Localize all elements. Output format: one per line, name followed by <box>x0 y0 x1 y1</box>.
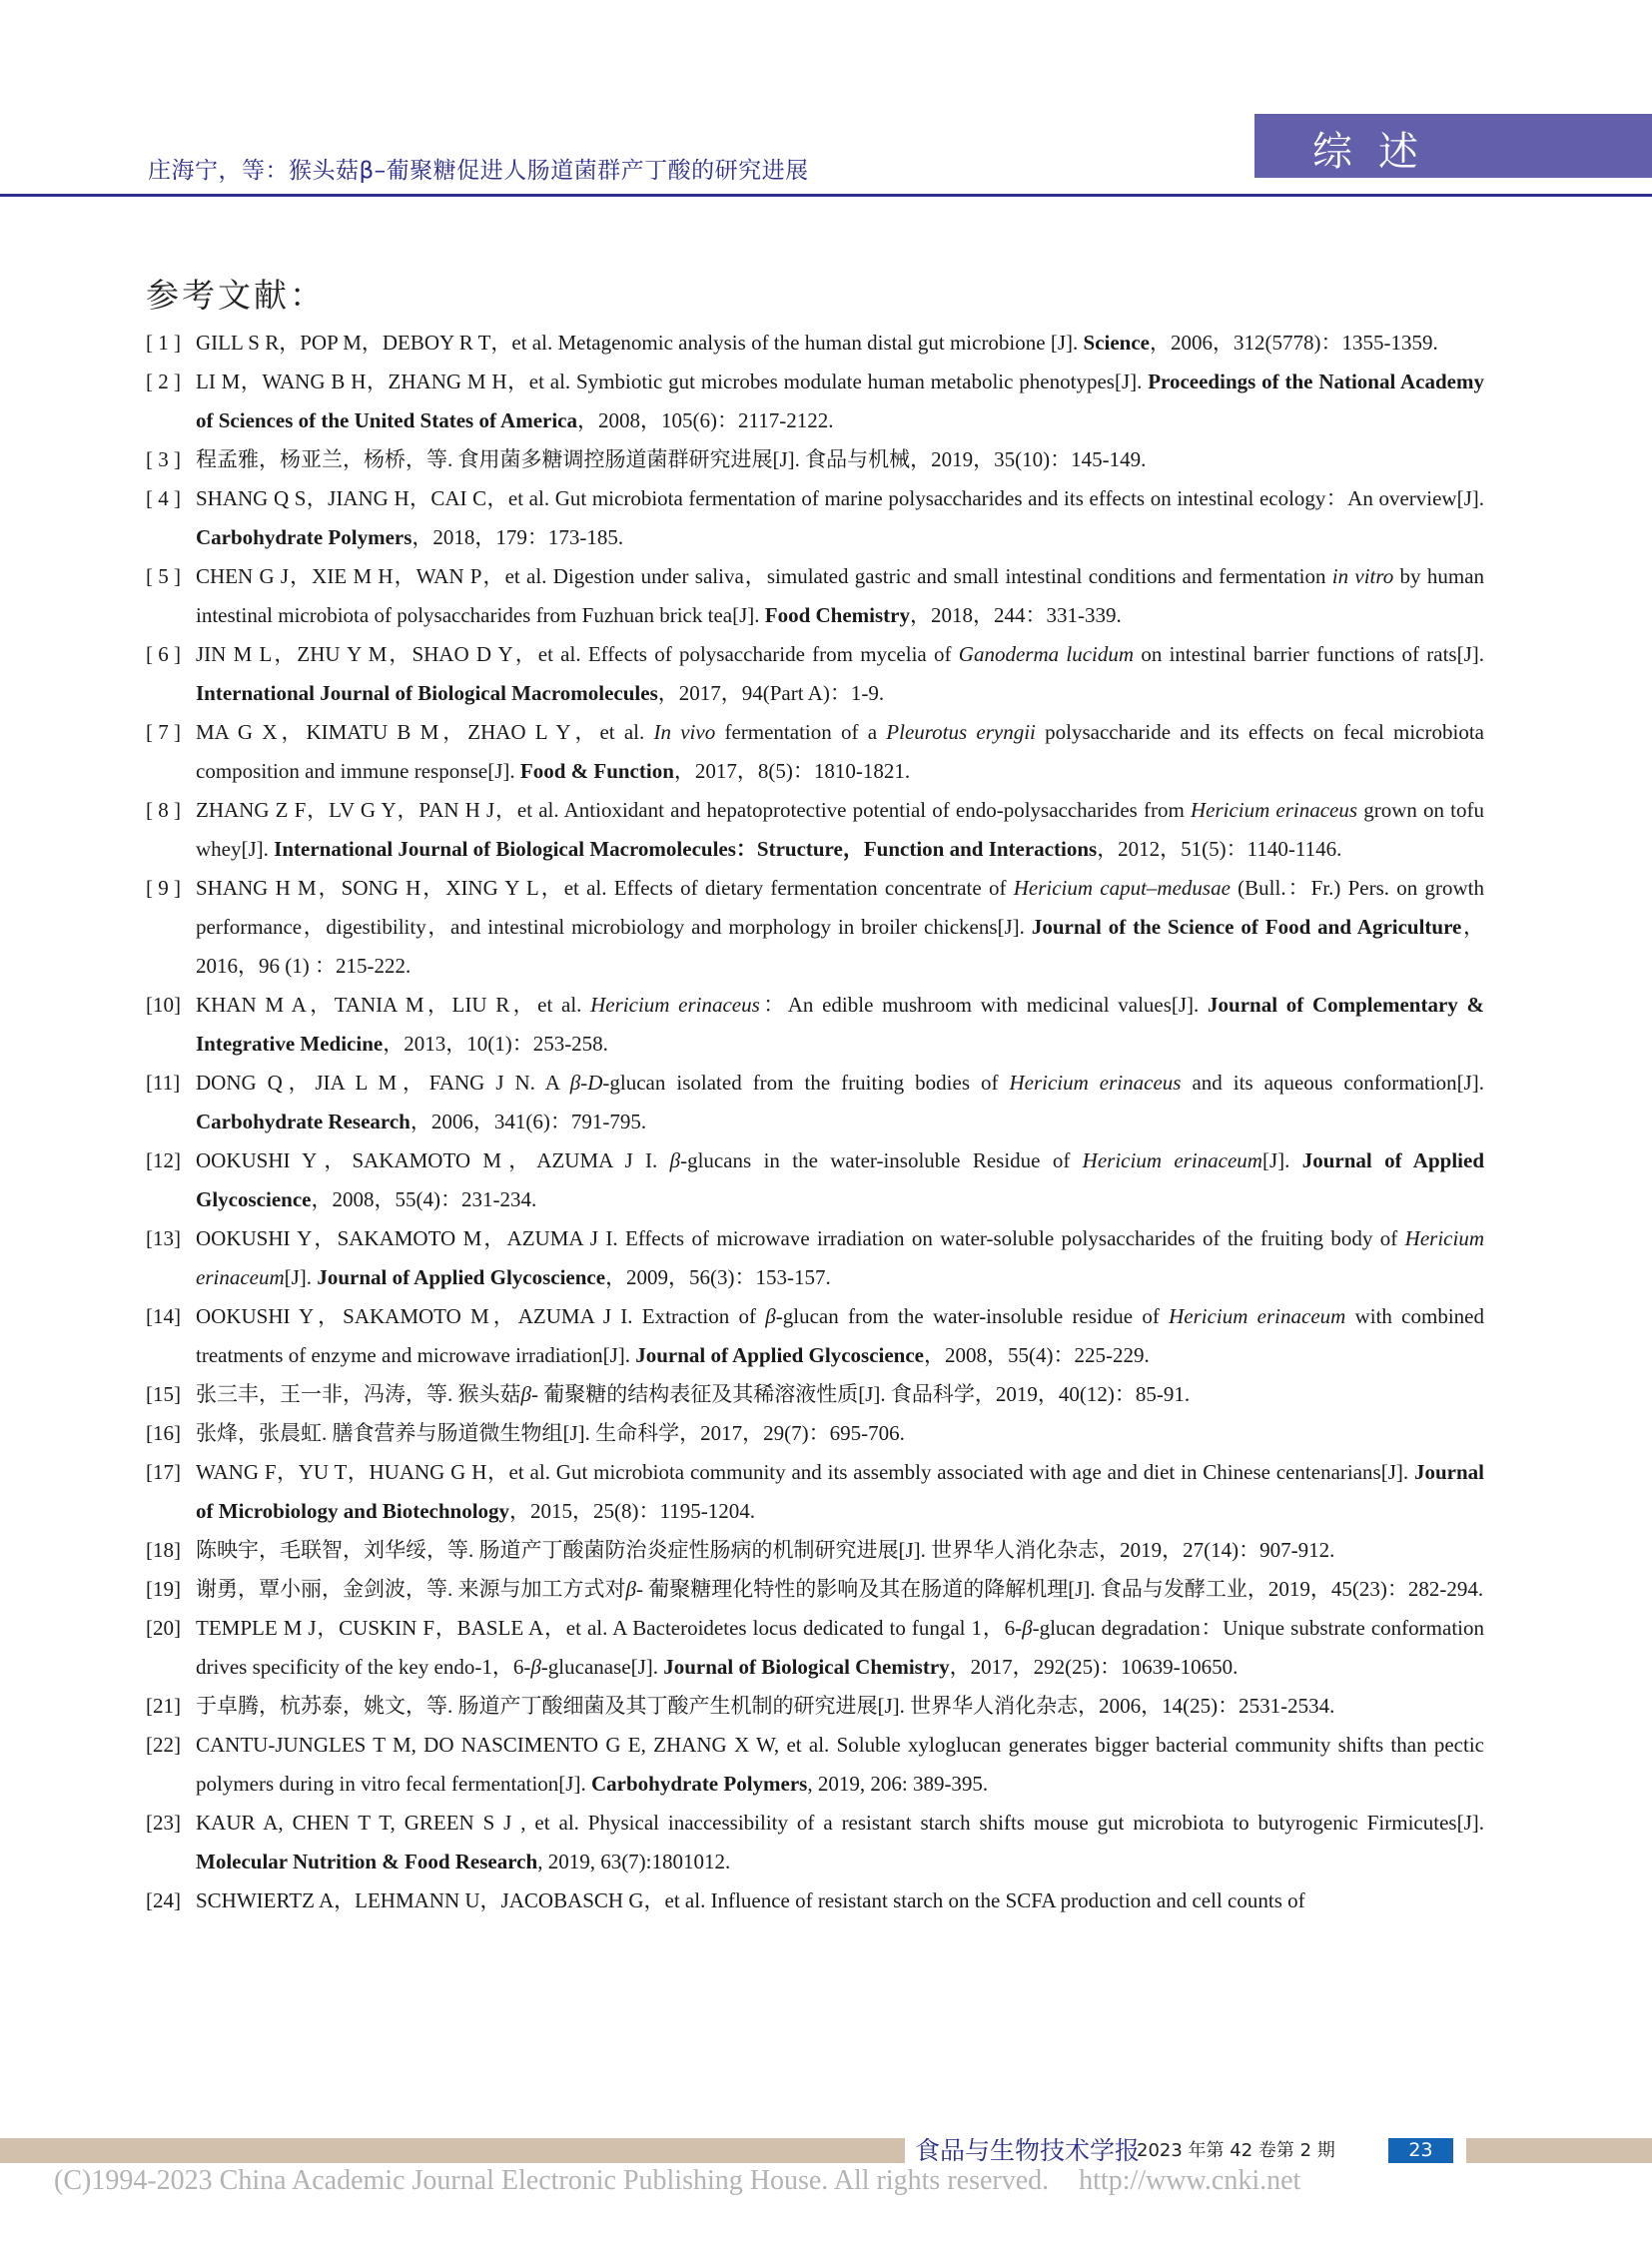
reference-number: [19] <box>146 1577 181 1601</box>
reference-text: ，2008，55(4)：231-234. <box>311 1187 537 1211</box>
reference-text: DONG Q，JIA L M，FANG J N. A <box>196 1071 570 1095</box>
italic-term: β <box>765 1304 776 1328</box>
copyright-text: (C)1994-2023 China Academic Journal Electronic Publishing House. All rights reserved. <box>54 2165 1050 2196</box>
reference-text: - 葡聚糖理化特性的影响及其在肠道的降解机理[J]. 食品与发酵工业，2019，45(23)：282-294. <box>635 1577 1484 1601</box>
reference-text: and its aqueous conformation[J]. <box>1181 1071 1484 1095</box>
italic-term: β <box>530 1655 541 1679</box>
reference-text: KAUR A, CHEN T T, GREEN S J , et al. Physical inaccessibility of a resistant starch shifts mouse gut microbiota to butyrogenic Firmicutes[J]. <box>196 1811 1484 1835</box>
reference-number: [ 2 ] <box>146 370 181 393</box>
reference-text: SHANG H M，SONG H，XING Y L，et al. Effects of dietary fermentation concentrate of <box>196 876 1014 900</box>
reference-text: with combined treatments of enzyme and microwave irradiation[J]. <box>196 1304 1484 1367</box>
reference-text: (Bull.：Fr.) Pers. on growth performance，digestibility，and intestinal microbiology and morphology in broiler chickens[J]. <box>196 876 1484 939</box>
italic-term: Hericium caput–medusae <box>1013 876 1231 900</box>
reference-item <box>146 1297 1484 1375</box>
reference-number: [21] <box>146 1694 181 1718</box>
reference-item <box>146 1414 1484 1453</box>
reference-text: grown on tofu whey[J]. <box>196 798 1484 861</box>
reference-list <box>146 324 1484 1920</box>
reference-text: 于卓腾，杭苏泰，姚文，等. 肠道产丁酸细菌及其丁酸产生机制的研究进展[J]. 世界华人消化杂志，2006，14(25)：2531-2534. <box>196 1694 1335 1718</box>
reference-number: [15] <box>146 1382 181 1406</box>
reference-item <box>146 869 1484 986</box>
journal-title: Molecular Nutrition & Food Research <box>196 1850 538 1873</box>
running-title: 庄海宁，等：猴头菇β–葡聚糖促进人肠道菌群产丁酸的研究进展 <box>148 158 809 184</box>
reference-number: [23] <box>146 1811 181 1835</box>
reference-number: [14] <box>146 1304 181 1328</box>
journal-title: Journal of the Science of Food and Agriculture <box>1031 915 1462 939</box>
reference-text: ，2018，179：173-185. <box>412 525 624 549</box>
journal-title: Journal of Complementary & Integrative Medicine <box>196 993 1484 1056</box>
reference-number: [17] <box>146 1460 181 1484</box>
reference-text: CHEN G J，XIE M H，WAN P，et al. Digestion under saliva，simulated gastric and small intestinal conditions and fermentation <box>196 564 1332 588</box>
reference-text: -glucan from the water-insoluble residue of <box>775 1304 1170 1328</box>
italic-term: Hericium erinaceum <box>1169 1304 1346 1328</box>
reference-number: [ 6 ] <box>146 642 181 666</box>
footer-band-right <box>1466 2138 1652 2163</box>
reference-text: ，2017，94(Part A)：1-9. <box>657 681 885 705</box>
reference-text: fermentation of a <box>715 720 887 744</box>
reference-number: [20] <box>146 1616 181 1640</box>
reference-item <box>146 1453 1484 1531</box>
journal-title: International Journal of Biological Macromolecules <box>196 681 658 705</box>
italic-term: In vivo <box>653 720 716 744</box>
reference-text: on intestinal barrier functions of rats[J]. <box>1134 642 1484 666</box>
reference-text: MA G X，KIMATU B M，ZHAO L Y，et al. <box>196 720 654 744</box>
reference-item <box>146 363 1484 440</box>
reference-text: ，2012，51(5)：1140-1146. <box>1097 837 1342 861</box>
reference-text: ，2008，105(6)：2117-2122. <box>577 408 834 432</box>
journal-title: Food Chemistry <box>764 603 910 627</box>
journal-title: Carbohydrate Research <box>196 1110 411 1133</box>
section-tab <box>1254 114 1652 178</box>
reference-number: [ 9 ] <box>146 876 181 900</box>
italic-term: Hericium erinaceus <box>1190 798 1358 822</box>
reference-text: LI M，WANG B H，ZHANG M H，et al. Symbiotic gut microbes modulate human metabolic phenotypes[J]. <box>196 370 1149 393</box>
journal-title: Journal of Applied Glycoscience <box>317 1265 606 1289</box>
reference-text: OOKUSHI Y，SAKAMOTO M，AZUMA J I. <box>196 1148 670 1172</box>
reference-item <box>146 440 1484 479</box>
reference-number: [ 7 ] <box>146 720 181 744</box>
reference-number: [11] <box>146 1071 181 1095</box>
reference-text: ，2017，292(25)：10639-10650. <box>949 1655 1239 1679</box>
italic-term: Hericium erinaceum <box>196 1226 1484 1289</box>
reference-item <box>146 479 1484 557</box>
reference-text: 谢勇，覃小丽，金剑波，等. 来源与加工方式对 <box>196 1577 626 1601</box>
reference-text: ZHANG Z F，LV G Y，PAN H J，et al. Antioxidant and hepatoprotective potential of endo-polysaccharides from <box>196 798 1191 822</box>
reference-item <box>146 1064 1484 1141</box>
reference-item <box>146 635 1484 713</box>
reference-number: [ 1 ] <box>146 331 181 355</box>
reference-text: ，2018，244：331-339. <box>910 603 1122 627</box>
reference-item <box>146 713 1484 791</box>
reference-text: [J]. <box>284 1265 318 1289</box>
italic-term: Hericium erinaceus <box>590 993 760 1017</box>
reference-text: -glucanase[J]. <box>540 1655 664 1679</box>
journal-title: International Journal of Biological Macromolecules：Structure，Function and Interactions <box>274 837 1098 861</box>
reference-text: [J]. <box>1261 1148 1302 1172</box>
reference-item <box>146 324 1484 363</box>
italic-term: in vitro <box>1331 564 1394 588</box>
reference-text: , 2019, 63(7):1801012. <box>537 1850 731 1873</box>
reference-text: polysaccharide and its effects on fecal microbiota composition and immune response[J]. <box>196 720 1484 783</box>
copyright-notice <box>54 2165 1300 2197</box>
reference-item <box>146 1141 1484 1219</box>
reference-text: KHAN M A，TANIA M，LIU R，et al. <box>196 993 591 1017</box>
reference-item <box>146 1609 1484 1687</box>
reference-text: , 2019, 206: 389-395. <box>807 1772 989 1796</box>
reference-text: OOKUSHI Y，SAKAMOTO M，AZUMA J I. Effects of microwave irradiation on water-soluble polysaccharides of the fruiting body of <box>196 1226 1405 1250</box>
footer-band-left <box>0 2138 905 2163</box>
reference-number: [13] <box>146 1226 181 1250</box>
journal-title: Journal of Microbiology and Biotechnology <box>196 1460 1484 1523</box>
reference-text: -glucan isolated from the fruiting bodies of <box>602 1071 1010 1095</box>
reference-text: SHANG Q S，JIANG H，CAI C，et al. Gut microbiota fermentation of marine polysaccharides and its effects on intestinal ecology：An overview[J]. <box>196 486 1484 510</box>
reference-item <box>146 557 1484 635</box>
issue-info: 2023 年第 42 卷第 2 期 <box>1137 2140 1335 2161</box>
italic-term: β <box>520 1382 531 1406</box>
reference-text: 陈映宇，毛联智，刘华绥，等. 肠道产丁酸菌防治炎症性肠病的机制研究进展[J]. 世界华人消化杂志，2019，27(14)：907-912. <box>196 1538 1335 1562</box>
italic-term: β <box>625 1577 636 1601</box>
reference-number: [ 8 ] <box>146 798 181 822</box>
reference-text: ，2006，312(5778)：1355-1359. <box>1150 331 1438 355</box>
reference-text: - 葡聚糖的结构表征及其稀溶液性质[J]. 食品科学，2019，40(12)：85-91. <box>530 1382 1191 1406</box>
reference-item <box>146 1570 1484 1609</box>
italic-term: β <box>669 1148 681 1172</box>
italic-term: Hericium erinaceus <box>1009 1071 1182 1095</box>
journal-title: Proceedings of the National Academy of Sciences of the United States of America <box>196 370 1484 432</box>
reference-text: -glucans in the water-insoluble Residue of <box>680 1148 1083 1172</box>
journal-title: Journal of Applied Glycoscience <box>196 1148 1484 1211</box>
reference-number: [22] <box>146 1733 181 1757</box>
reference-item <box>146 986 1484 1064</box>
reference-number: [18] <box>146 1538 181 1562</box>
journal-title: Food & Function <box>519 759 674 783</box>
header-rule <box>0 194 1652 197</box>
reference-item <box>146 1375 1484 1414</box>
reference-text: GILL S R，POP M，DEBOY R T，et al. Metagenomic analysis of the human distal gut microbione [J]. <box>196 331 1084 355</box>
reference-text: -glucan degradation：Unique substrate conformation drives specificity of the key endo-1，6- <box>196 1616 1484 1679</box>
reference-item <box>146 1881 1484 1920</box>
reference-text: ，2017，8(5)：1810-1821. <box>673 759 911 783</box>
references-heading: 参考文献： <box>146 276 326 315</box>
italic-term: Ganoderma lucidum <box>958 642 1135 666</box>
page-number: 23 <box>1388 2138 1453 2163</box>
reference-number: [24] <box>146 1888 181 1912</box>
reference-item <box>146 791 1484 869</box>
reference-number: [16] <box>146 1421 181 1445</box>
reference-text: ：An edible mushroom with medicinal values[J]. <box>759 993 1209 1017</box>
reference-item <box>146 1687 1484 1726</box>
journal-title: Carbohydrate Polymers <box>196 525 413 549</box>
journal-title: Journal of Applied Glycoscience <box>635 1343 924 1367</box>
reference-number: [ 5 ] <box>146 564 181 588</box>
reference-item <box>146 1804 1484 1881</box>
reference-number: [ 3 ] <box>146 447 181 471</box>
section-label: 综述 <box>1312 129 1444 175</box>
reference-text: TEMPLE M J，CUSKIN F，BASLE A，et al. A Bacteroidetes locus dedicated to fungal 1，6- <box>196 1616 1023 1640</box>
italic-term: β-D <box>569 1071 603 1095</box>
reference-text: 程孟雅，杨亚兰，杨桥，等. 食用菌多糖调控肠道菌群研究进展[J]. 食品与机械，2019，35(10)：145-149. <box>196 447 1147 471</box>
reference-text: ，2008，55(4)：225-229. <box>924 1343 1150 1367</box>
reference-number: [10] <box>146 993 181 1017</box>
reference-text: ，2009，56(3)：153-157. <box>605 1265 831 1289</box>
reference-item <box>146 1531 1484 1570</box>
reference-text: ，2015，25(8)：1195-1204. <box>509 1499 755 1523</box>
reference-text: CANTU-JUNGLES T M, DO NASCIMENTO G E, ZHANG X W, et al. Soluble xyloglucan generates bigger bacterial community shifts than pectic polymers during in vitro fecal fermentation[J]. <box>196 1733 1484 1796</box>
journal-title: Science <box>1083 331 1150 355</box>
reference-text: by human intestinal microbiota of polysaccharides from Fuzhuan brick tea[J]. <box>196 564 1485 627</box>
reference-text: 张三丰，王一非，冯涛，等. 猴头菇 <box>196 1382 521 1406</box>
reference-text: OOKUSHI Y，SAKAMOTO M，AZUMA J I. Extraction of <box>196 1304 766 1328</box>
reference-text: WANG F，YU T，HUANG G H，et al. Gut microbiota community and its assembly associated with age and diet in Chinese centenarians[J]. <box>196 1460 1414 1484</box>
journal-title: Carbohydrate Polymers <box>590 1772 808 1796</box>
reference-text: JIN M L，ZHU Y M，SHAO D Y，et al. Effects of polysaccharide from mycelia of <box>196 642 959 666</box>
reference-text: ，2013，10(1)：253-258. <box>383 1032 608 1056</box>
reference-number: [12] <box>146 1148 181 1172</box>
reference-item <box>146 1726 1484 1804</box>
italic-term: β <box>1022 1616 1033 1640</box>
reference-item <box>146 1219 1484 1297</box>
reference-text: ，2006，341(6)：791-795. <box>410 1110 647 1133</box>
italic-term: Pleurotus eryngii <box>886 720 1036 744</box>
italic-term: Hericium erinaceum <box>1082 1148 1262 1172</box>
reference-text: 张烽，张晨虹. 膳食营养与肠道微生物组[J]. 生命科学，2017，29(7)：695-706. <box>196 1421 905 1445</box>
reference-text: ，2016，96 (1) ：215-222. <box>196 915 1485 978</box>
cnki-link[interactable]: http://www.cnki.net <box>1079 2165 1301 2196</box>
journal-title: Journal of Biological Chemistry <box>663 1655 950 1679</box>
reference-number: [ 4 ] <box>146 486 181 510</box>
reference-text: SCHWIERTZ A，LEHMANN U，JACOBASCH G，et al. Influence of resistant starch on the SCFA production and cell counts of <box>196 1888 1305 1912</box>
journal-name: 食品与生物技术学报 <box>915 2136 1141 2165</box>
